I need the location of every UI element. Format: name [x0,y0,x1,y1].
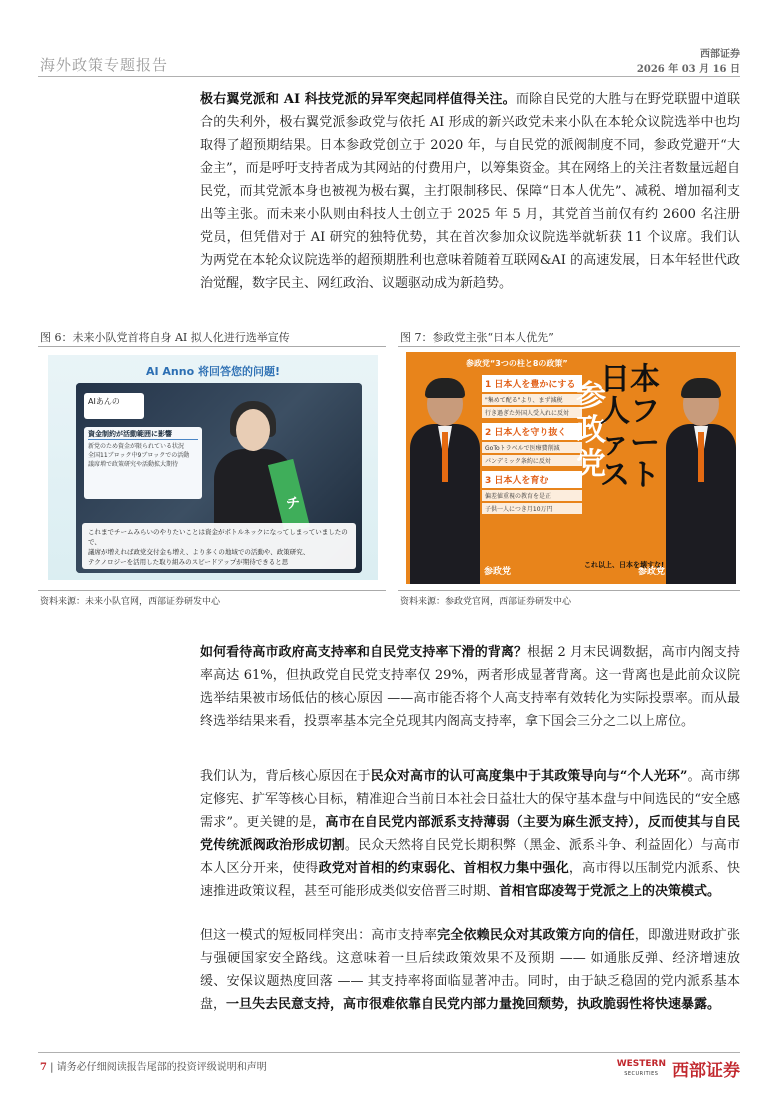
figure-7-poster [406,352,736,584]
ai-anno-banner: AI Anno 将回答您的问题! [145,365,280,378]
figure-6-source: 资料来源：未来小队官网，西部证券研发中心 [40,597,221,607]
header-meta [637,47,740,77]
tie [442,432,448,482]
page-number: 7 [40,1062,47,1073]
figure-7-top-rule [398,346,740,347]
figure-7-source: 资料来源：参政党官网，西部证券研发中心 [400,597,572,607]
paragraph-text: ，即激进财政扩张与强硬国家安全路线。这意味着一旦后续政策效果不及预期 —— 如通胀反弹、经济增速放缓、安保议题热度回落 —— 其支持率将面临显著冲击。同时，由于缺乏稳固的党内派系基本盘， [200,928,740,1012]
company-name: 西部证券 [700,49,740,60]
pledge-item: パンデミック条約に反対 [482,455,582,466]
party-logo: 参政党 [638,567,666,577]
subtitle-line: 議席が増えれば政党交付金も増え、より多くの地域での活動や、政策研究、 [88,548,310,556]
paragraph-extremist-parties [200,88,740,295]
info-item: 全国11ブロック中9ブロックでの活動 [88,452,190,459]
report-date: 2026 年 03 月 16 日 [636,64,740,75]
logo-cn: 西部证券 [672,1061,740,1081]
paragraph-core-reason [200,765,740,903]
poster-headline: 参政党“3つの柱と8の政策” [466,359,568,368]
figure-7-caption: 图 7：参政党主张“日本人优先” [400,331,554,344]
info-item: 議席増で政策研究や活動拡大期待 [88,461,179,468]
paragraph-approval-gap [200,641,740,733]
paragraph-weakness [200,924,740,1016]
footer-divider [38,1052,740,1053]
footer-disclaimer [40,1058,267,1073]
poster-tagline: これ以上、日本を壊すな! [584,561,665,569]
figure-6-caption: 图 6：未来小队党首将自身 AI 拟人化进行选举宣传 [40,331,290,344]
pledge-heading: 1 日本人を豊かにする [482,375,582,392]
paragraph-text: 但这一模式的短板同样突出：高市支持率 [200,928,438,943]
paragraph-lead: 极右翼党派和 AI 科技党派的异军突起同样值得关注。 [200,92,516,107]
pledge-item: 子供一人につき月10万円 [482,503,582,514]
paragraph-emphasis: 首相官邸凌驾于党派之上的决策模式。 [499,884,721,899]
paragraph-lead: 如何看待高市政府高支持率和自民党支持率下滑的背离？ [200,645,528,660]
paragraph-text: 。高市绑定修宪、扩军等核心目标，精准迎合当前日本社会日益壮大的保守基本盘与中间选民的“安全感需求”。更关键的是， [200,769,740,830]
info-box-title: 資金制約が活動範囲に影響 [88,430,198,440]
figure-7-bottom-rule [398,590,740,591]
header-divider [38,76,740,77]
pledge-item: "集めて配る"より、まず減税 [482,394,582,405]
pledge-item: 行き過ぎた外国人受入れに反対 [482,407,582,418]
logo-mark [617,1059,666,1079]
japanese-first-slogan: 日本人ファースト [600,362,660,493]
figure-6-bottom-rule [38,590,386,591]
paragraph-text: ，高市得以压制党内派系、快速推进政策议程，甚至可能形成类似安倍晋三时期、 [200,861,740,899]
hair [425,378,465,398]
party-logo: 参政党 [484,567,512,577]
pledge-list [482,370,582,570]
logo-en: WESTERN [616,1058,666,1069]
paragraph-text: 我们认为，背后核心原因在于 [200,769,371,784]
pledge-item: 偏差値重視の教育を是正 [482,490,582,501]
info-box [84,427,202,499]
paragraph-emphasis: 政党对首相的约束弱化、首相权力集中强化 [318,861,569,876]
politician-right [666,382,736,584]
info-item: 新党のため資金が限られている状況 [88,443,185,450]
subtitle-line: テクノロジーを活用した取り組みのスピードアップが期待できると思 [88,558,289,566]
paragraph-body: 根据 2 月末民调数据，高市内阁支持率高达 61%，但执政党自民党支持率仅 29%，两者形成显著背离。这一背离也是此前众议院选举结果被市场低估的核心原因 ——高市能否将个人高支持率有效转化为实际投票率。而从最终选举结果来看，投票率基本完全兑现其内阁高支持率，拿下国会三分之二以上席位。 [200,645,740,729]
company-logo [617,1056,740,1081]
pledge-item: GoToトラベルで医療費削減 [482,442,582,453]
footer-separator: | [50,1062,57,1073]
paragraph-emphasis: 高市在自民党内部派系支持薄弱（主要为麻生派支持），反而使其与自民党传统派阀政治形成切割 [200,815,740,853]
subtitle-line: これまでチームみらいのやりたいことは資金がボトルネックになってしまっていましたので、 [88,528,348,546]
paragraph-text: 。民众天然将自民党长期积弊（黑金、派系斗争、利益固化）与高市本人区分开来，使得 [200,838,740,876]
figure-6-top-rule [38,346,386,347]
name-card: AIあんの [84,393,144,419]
avatar-face [236,409,270,451]
politician-left [410,382,480,584]
tie [698,432,704,482]
paragraph-emphasis: 民众对高市的认可高度集中于其政策导向与“个人光环” [370,769,688,784]
report-series-title: 海外政策专题报告 [40,56,169,74]
paragraph-body: 而除自民党的大胜与在野党联盟中道联合的失利外，极右翼党派参政党与依托 AI 形成的新兴政党未来小队在本轮众议院选举中也均取得了超预期结果。日本参政党创立于 2020 年，与自民党的派阀制度不同，参政党避开“大金主”，而是呼吁支持者成为其网站的付费用户，以筹集资金。其在网络上的关注者数量远超自民党，而其党派本身也被视为极右翼，主打限制移民、保障“日本人优先”、减税、增加福利支出等主张。而未来小队则由科技人士创立于 2025 年 5 月，其党首当前仅有约 2600 名注册党员，但凭借对于 AI 研究的独特优势，其在首次参加众议院选举就斩获 11 个议席。我们认为两党在本轮众议院选举的超预期胜利也意味着随着互联网&AI 的高速发展，日本年轻世代政治觉醒，数字民主、网红政治、议题驱动成为新趋势。 [200,92,740,291]
figure-6-image [48,355,378,580]
hair [681,378,721,398]
video-screen [76,383,362,573]
paragraph-emphasis: 完全依赖民众对其政策方向的信任 [437,928,635,943]
video-subtitle [82,523,356,569]
disclaimer-text: 请务必仔细阅读报告尾部的投资评级说明和声明 [56,1062,267,1073]
pledge-heading: 2 日本人を守り抜く [482,423,582,440]
sash-text: チ [286,496,300,512]
paragraph-emphasis: 一旦失去民意支持，高市很难依靠自民党内部力量挽回颓势，执政脆弱性将快速暴露。 [226,997,721,1012]
party-name-vertical: 参政党 [576,379,606,482]
logo-en-sub: SECURITIES [624,1070,659,1077]
pledge-heading: 3 日本人を育む [482,471,582,488]
